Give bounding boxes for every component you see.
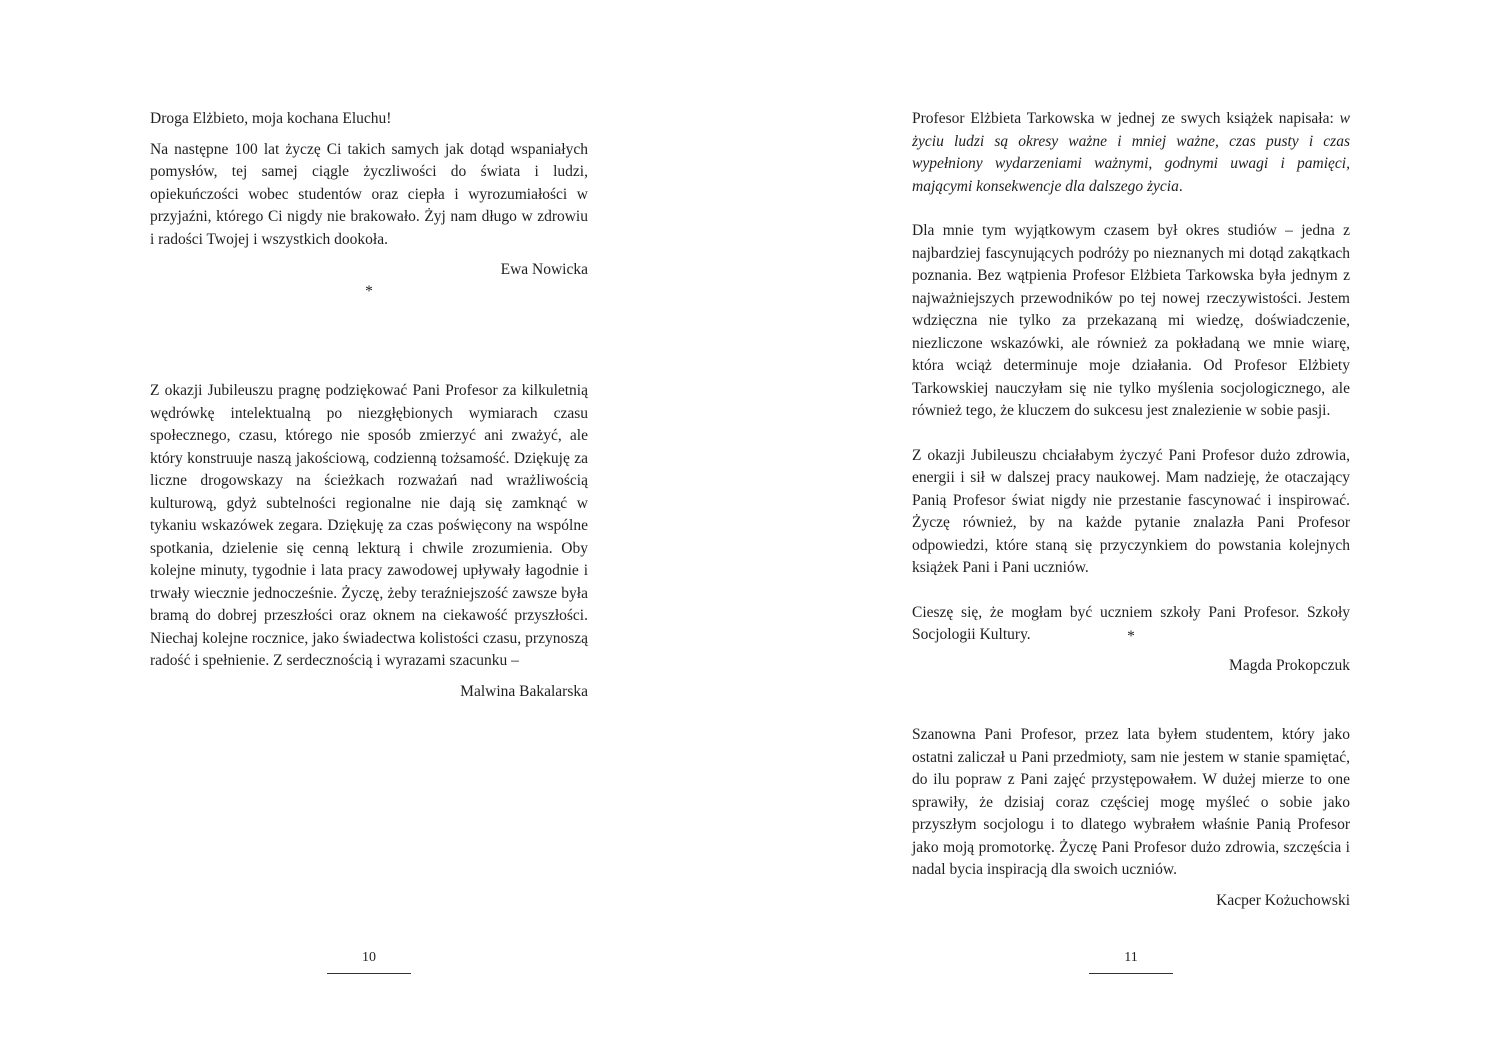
letter-paragraph: Z okazji Jubileuszu chciałabym życzyć Pani Profesor dużo zdrowia, energii i sił w dalszej pracy naukowej. Mam nadzieję, że otaczający Panią Profesor świat nigdy nie przestanie fascynować i inspirować. Życzę również, by na każde pytanie znalazła Pani Profesor odpowiedzi, które staną się przyczynkiem do powstania kolejnych książek Pani i Pani uczniów. — [912, 446, 1350, 576]
letter-signature: Kacper Kożuchowski — [1216, 891, 1350, 909]
page-number: 11 — [1124, 950, 1138, 965]
page-number-rule — [327, 973, 411, 974]
quote-end: . — [1178, 177, 1183, 195]
letter-malwina-bakalarska — [150, 380, 588, 703]
letter-paragraph: Cieszę się, że mogłam być uczniem szkoły Pani Profesor. Szkoły Socjologii Kultury. — [912, 603, 1350, 643]
letter-signature: Ewa Nowicka — [500, 261, 588, 278]
letter-ewa-nowicka — [150, 108, 588, 282]
letter-paragraph: Dla mnie tym wyjątkowym czasem był okres studiów – jedna z najbardziej fascynujących podróży po nieznanych mi dotąd zakątkach poznania. Bez wątpienia Profesor Elżbieta Tarkowska była jednym z najważniejszych przewodników po tej nowej rzeczywistości. Jestem wdzięczna nie tylko za przekazaną mi wiedzę, doświadczenie, niezliczone wskazówki, ale również za pokładaną we mnie wiarę, która wciąż determinuje moje działania. Od Profesor Elżbiety Tarkowskiej nauczyłam się nie tylko myślenia socjologicznego, ale również tego, że kluczem do sukcesu jest znalezienie w sobie pasji. — [912, 222, 1350, 419]
section-separator: * — [365, 283, 373, 300]
letter-body: Na następne 100 lat życzę Ci takich samych jak dotąd wspaniałych pomysłów, tej samej ciągle życzliwości do świata i ludzi, opiekuńczości wobec studentów oraz ciepła i wyrozumiałości w przyjaźni, którego Ci nigdy nie brakowało. Żyj nam długo w zdrowiu i radości Twojej i wszystkich dookoła. — [150, 140, 588, 248]
page-number-rule — [1089, 973, 1173, 974]
letter-intro — [912, 108, 1350, 198]
page-number: 10 — [362, 950, 376, 965]
letter-signature: Magda Prokopczuk — [1229, 656, 1350, 674]
section-separator: * — [1127, 628, 1135, 645]
letter-signature: Malwina Bakalarska — [460, 682, 588, 700]
intro-text: Profesor Elżbieta Tarkowska w jednej ze swych książek napisała: — [912, 110, 1340, 127]
letter-kacper-kozuchowski — [912, 724, 1350, 912]
right-page — [750, 0, 1500, 1039]
letter-greeting: Droga Elżbieto, moja kochana Eluchu! — [150, 110, 392, 127]
letter-body: Szanowna Pani Profesor, przez lata byłem studentem, który jako ostatni zaliczał u Pani przedmioty, sam nie jestem w stanie spamiętać, do ilu popraw z Pani zajęć przystępowałem. W dużej mierze to one sprawiły, że dzisiaj coraz częściej mogę myśleć o sobie jako przyszłym socjologu i to dlatego wybrałem właśnie Panią Profesor jako moją promotorkę. Życzę Pani Profesor dużo zdrowia, szczęścia i nadal bycia inspiracją dla swoich uczniów. — [912, 726, 1350, 878]
letter-magda-prokopczuk — [912, 108, 1350, 677]
book-quote: w życiu ludzi są okresy ważne i mniej ważne, czas pusty i czas wypełniony wydarzeniami ważnymi, godnymi uwagi i pamięci, mającymi konsekwencje dla dalszego życia — [912, 110, 1350, 195]
letter-body: Z okazji Jubileuszu pragnę podziękować Pani Profesor za kilkuletnią wędrówkę intelektualną po niezgłębionych wymiarach czasu społecznego, czasu, którego nie sposób zmierzyć ani zważyć, ale który konstruuje naszą jakościową, codzienną tożsamość. Dziękuję za liczne drogowskazy na ścieżkach rozważań nad wrażliwością kulturową, gdyż subtelności regionalne nie dają się zamknąć w tykaniu wskazówek zegara. Dziękuję za czas poświęcony na wspólne spotkania, dzielenie się cenną lekturą i chwile zrozumienia. Oby kolejne minuty, tygodnie i lata pracy zawodowej upływały łagodnie i trwały wiecznie jednocześnie. Życzę, żeby teraźniejszość zawsze była bramą do dobrej przeszłości oraz oknem na ciekawość przyszłości. Niechaj kolejne rocznice, jako świadectwa kolistości czasu, przynoszą radość i spełnienie. Z serdecznością i wyrazami szacunku – — [150, 382, 588, 669]
